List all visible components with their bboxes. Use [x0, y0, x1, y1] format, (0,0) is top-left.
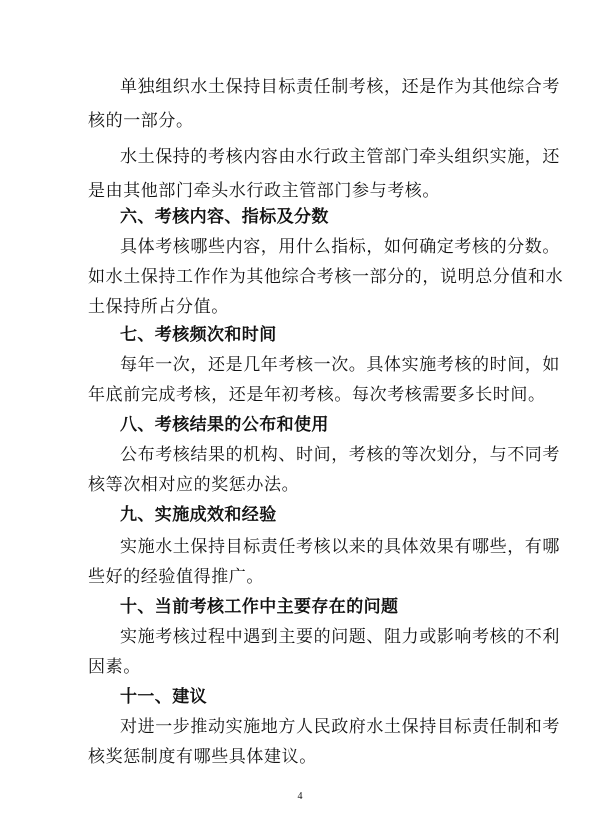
section-heading: 六、考核内容、指标及分数	[120, 207, 329, 227]
body-text-line: 水土保持的考核内容由水行政主管部门牵头组织实施，还	[120, 147, 560, 167]
section-heading: 七、考核频次和时间	[120, 325, 277, 345]
body-text-line: 核等次相对应的奖惩办法。	[88, 475, 300, 495]
body-text-line: 年底前完成考核，还是年初考核。每次考核需要多长时间。	[88, 385, 546, 405]
body-text-line: 核奖惩制度有哪些具体建议。	[88, 747, 317, 767]
body-text-line: 因素。	[88, 657, 141, 677]
body-text-line: 核的一部分。	[88, 111, 194, 131]
body-text-line: 实施考核过程中遇到主要的问题、阻力或影响考核的不利	[120, 627, 560, 647]
section-heading: 九、实施成效和经验	[120, 505, 277, 525]
page-number: 4	[297, 791, 303, 802]
section-heading: 十、当前考核工作中主要存在的问题	[120, 597, 399, 617]
body-text-line: 如水土保持工作作为其他综合考核一部分的，说明总分值和水	[88, 267, 564, 287]
body-text-line: 些好的经验值得推广。	[88, 567, 264, 587]
body-text-line: 单独组织水土保持目标责任制考核，还是作为其他综合考	[120, 77, 560, 97]
body-text-line: 每年一次，还是几年考核一次。具体实施考核的时间，如	[120, 355, 560, 375]
body-text-line: 土保持所占分值。	[88, 297, 229, 317]
body-text-line: 公布考核结果的机构、时间，考核的等次划分，与不同考	[120, 445, 560, 465]
body-text-line: 实施水土保持目标责任考核以来的具体效果有哪些，有哪	[120, 537, 560, 557]
body-text-line: 对进一步推动实施地方人民政府水土保持目标责任制和考	[120, 717, 560, 737]
body-text-line: 是由其他部门牵头水行政主管部门参与考核。	[88, 181, 440, 201]
body-text-line: 具体考核哪些内容，用什么指标，如何确定考核的分数。	[120, 237, 560, 257]
section-heading: 八、考核结果的公布和使用	[120, 415, 329, 435]
section-heading: 十一、建议	[120, 687, 207, 707]
